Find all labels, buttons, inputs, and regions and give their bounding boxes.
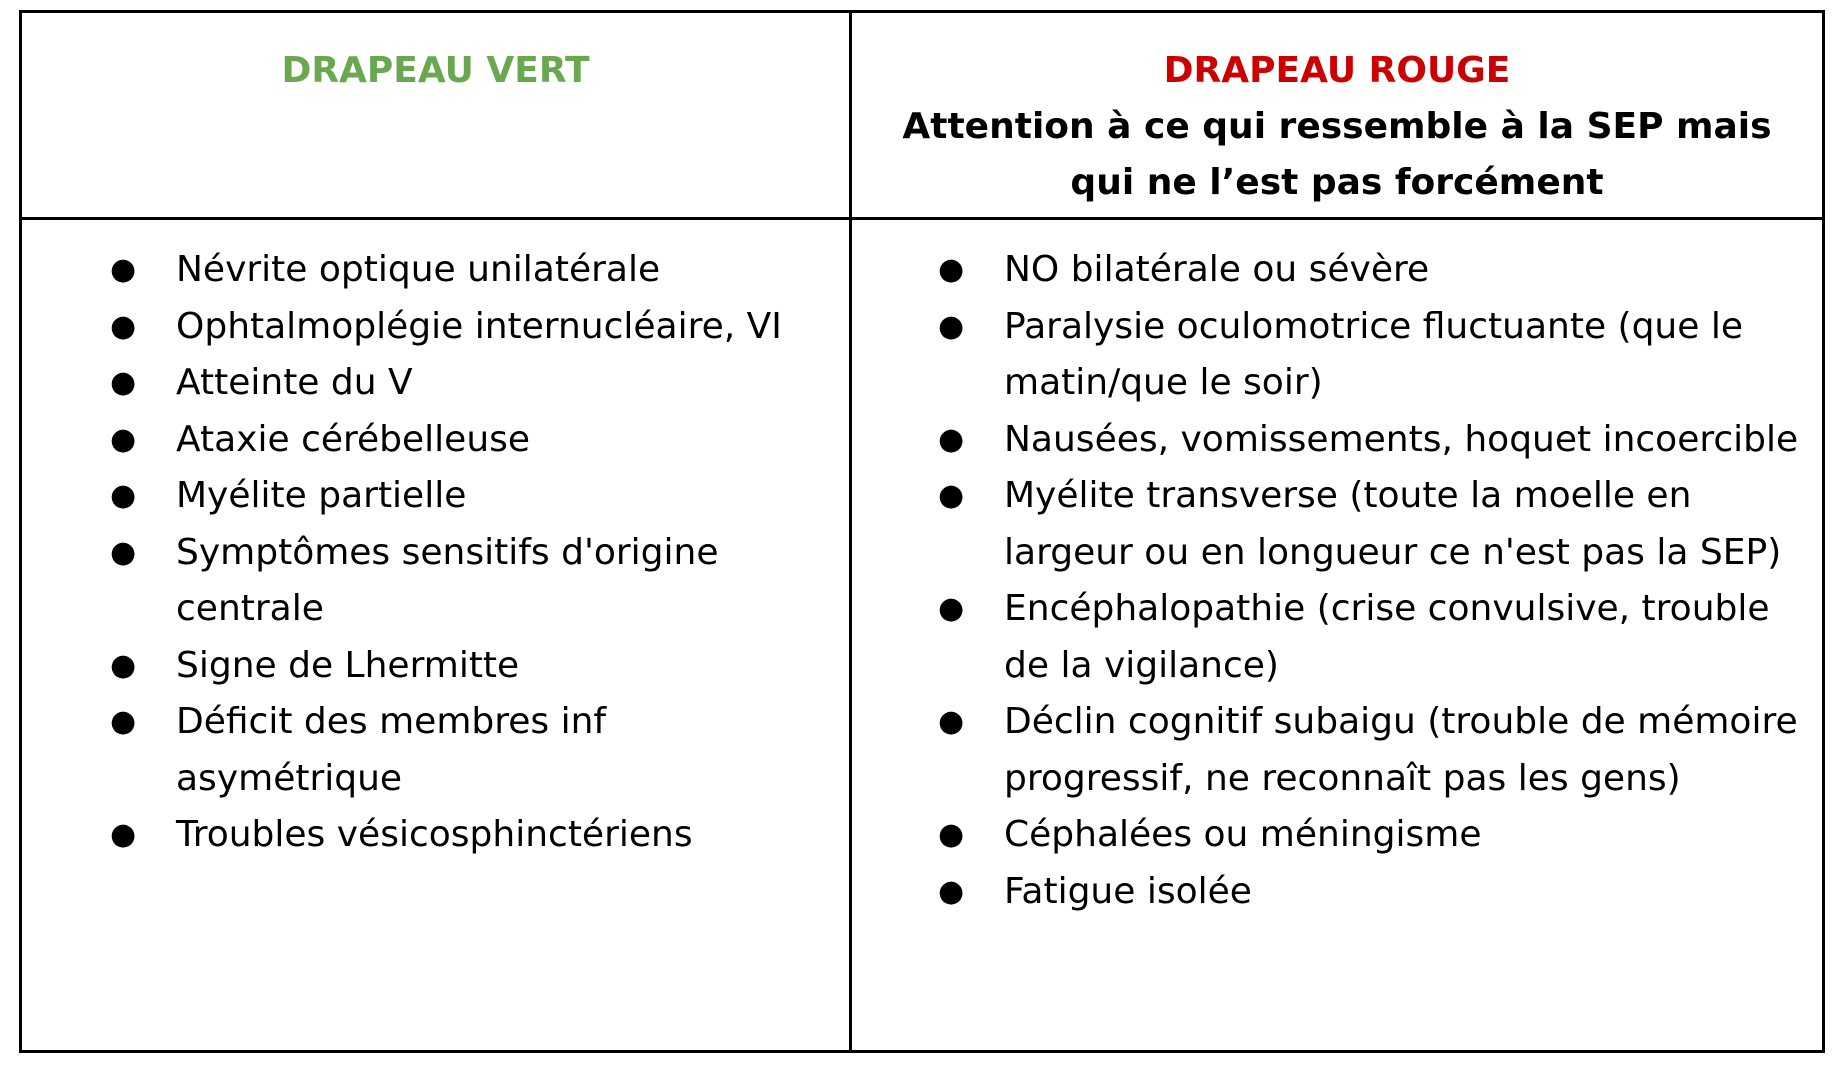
bullet-icon: ● [938,873,965,909]
bullet-icon: ● [938,252,965,287]
bullet-icon: ● [938,478,965,513]
bullet-icon: ● [938,421,965,457]
list-item: ● Paralysie oculomotrice fluctuante (que le matin/que le soir) [1004,299,1804,412]
list-item: ● Signe de Lhermitte [176,638,816,695]
green-flag-title: DRAPEAU VERT [281,50,590,91]
list-item: ● Fatigue isolée [1004,864,1804,921]
bullet-icon: ● [110,365,137,400]
red-flag-title: DRAPEAU ROUGE [1163,50,1511,91]
list-item: ● Myélite transverse (toute la moelle en largeur ou en longueur ce n'est pas la SEP) [1004,468,1804,581]
list-item: ● Ataxie cérébelleuse [176,412,816,469]
green-flag-list [110,242,816,864]
red-flag-header-cell [852,13,1822,220]
bullet-icon: ● [110,421,137,457]
list-item: ● Déclin cognitif subaigu (trouble de mémoire progressif, ne reconnaît pas les gens) [1004,694,1804,807]
red-flag-list [938,242,1804,920]
bullet-icon: ● [938,308,965,344]
list-item: ● Troubles vésicosphinctériens [176,807,816,864]
green-flag-header-cell [22,13,852,220]
bullet-icon: ● [110,647,137,683]
list-item: ● Névrite optique unilatérale [176,242,816,299]
list-item: ● Déficit des membres inf asymétrique [176,694,816,807]
bullet-icon: ● [938,591,965,626]
bullet-icon: ● [938,817,965,852]
bullet-icon: ● [110,817,137,852]
bullet-icon: ● [110,534,137,570]
bullet-icon: ● [938,704,965,739]
list-item: ● NO bilatérale ou sévère [1004,242,1804,299]
list-item: ● Nausées, vomissements, hoquet incoercible [1004,412,1804,469]
red-flag-subtitle: Attention à ce qui ressemble à la SEP mais qui ne l’est pas forcément [902,106,1772,203]
bullet-icon: ● [110,478,137,513]
list-item: ● Atteinte du V [176,355,816,412]
list-item: ● Céphalées ou méningisme [1004,807,1804,864]
list-item: ● Myélite partielle [176,468,816,525]
list-item: ● Symptômes sensitifs d'origine centrale [176,525,816,638]
bullet-icon: ● [110,252,137,287]
bullet-icon: ● [110,308,137,344]
list-item: ● Encéphalopathie (crise convulsive, trouble de la vigilance) [1004,581,1804,694]
bullet-icon: ● [110,704,137,739]
list-item: ● Ophtalmoplégie internucléaire, VI [176,299,816,356]
